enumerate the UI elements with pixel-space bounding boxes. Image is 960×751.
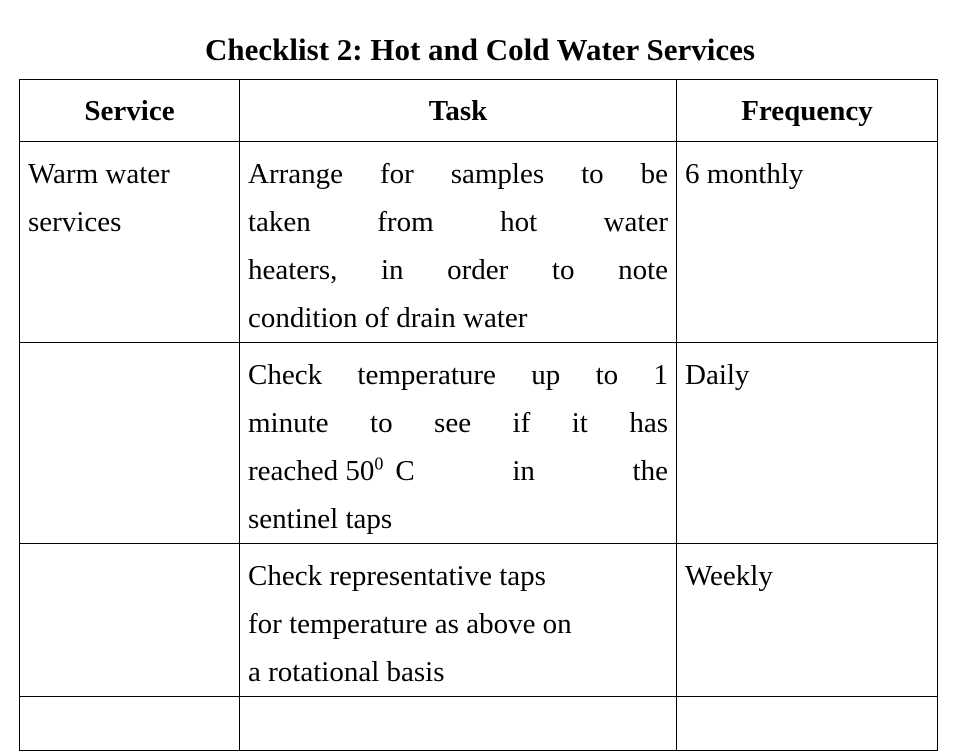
task-text-line: condition of drain water bbox=[248, 302, 528, 334]
service-text-line: Warm water bbox=[28, 158, 170, 190]
degree-superscript: 0 bbox=[374, 453, 384, 474]
task-text-line: a rotational basis bbox=[248, 656, 445, 688]
task-text-line: for temperature as above on bbox=[248, 608, 572, 640]
header-task: Task bbox=[240, 80, 677, 142]
service-text-line: services bbox=[28, 206, 122, 238]
task-text-line: Check representative taps bbox=[248, 560, 546, 592]
header-service: Service bbox=[20, 80, 240, 142]
page-title: Checklist 2: Hot and Cold Water Services bbox=[205, 32, 755, 67]
task-text-line: minute to see if it has bbox=[248, 407, 668, 439]
frequency-cell: Daily bbox=[677, 343, 938, 544]
task-text-line: reached 50 bbox=[248, 455, 375, 487]
table-row bbox=[20, 142, 938, 343]
header-row bbox=[20, 80, 938, 142]
task-text-line: taken from hot water bbox=[248, 206, 668, 238]
task-cell bbox=[240, 343, 677, 544]
service-cell bbox=[20, 697, 240, 751]
table-row bbox=[20, 343, 938, 544]
task-text-line: Check temperature up to 1 bbox=[248, 359, 668, 391]
task-cell bbox=[240, 142, 677, 343]
service-cell bbox=[20, 142, 240, 343]
task-text-line-with-superscript bbox=[248, 447, 668, 495]
task-text-line: Arrange for samples to be bbox=[248, 158, 668, 190]
task-text-line: sentinel taps bbox=[248, 503, 393, 535]
task-cell bbox=[240, 544, 677, 697]
header-frequency: Frequency bbox=[677, 80, 938, 142]
task-text-segment: C in the bbox=[395, 455, 668, 487]
table-row bbox=[20, 544, 938, 697]
frequency-cell bbox=[677, 697, 938, 751]
frequency-cell: Weekly bbox=[677, 544, 938, 697]
table-row bbox=[20, 697, 938, 751]
checklist-table bbox=[19, 79, 938, 751]
task-cell bbox=[240, 697, 677, 751]
task-text-segment bbox=[248, 447, 383, 495]
service-cell bbox=[20, 343, 240, 544]
task-text-line: heaters, in order to note bbox=[248, 254, 668, 286]
frequency-cell: 6 monthly bbox=[677, 142, 938, 343]
service-cell bbox=[20, 544, 240, 697]
